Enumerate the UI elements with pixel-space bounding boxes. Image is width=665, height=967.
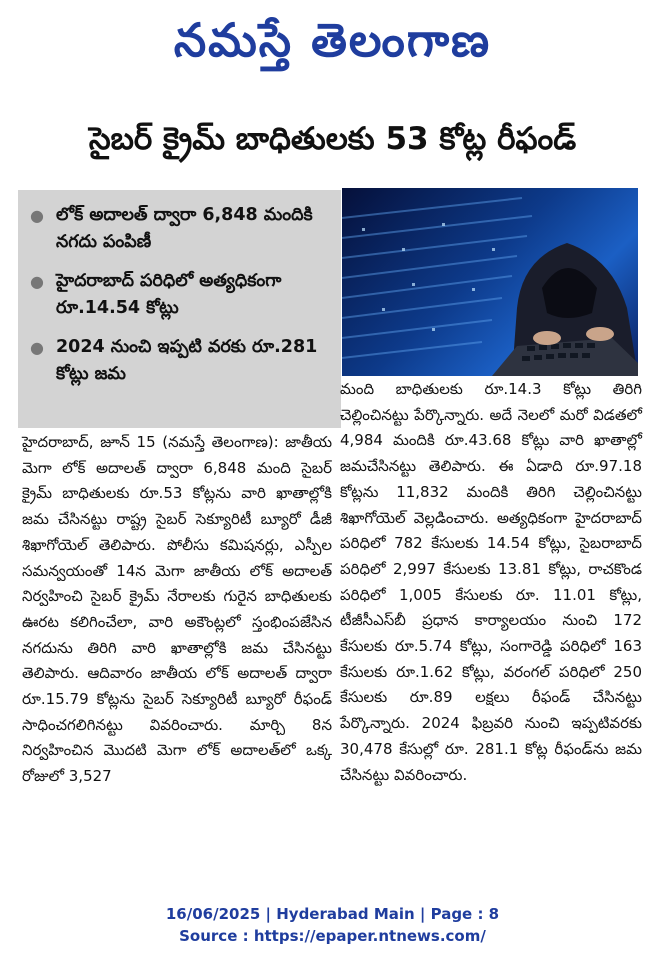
newspaper-masthead: నమస్తే తెలంగాణ: [173, 13, 492, 67]
article-headline: సైబర్ క్రైమ్ బాధితులకు 53 కోట్ల రీఫండ్: [88, 121, 577, 157]
hacker-photo: [342, 188, 638, 376]
article-body-right: మంది బాధితులకు రూ.14.3 కోట్లు తిరిగి చెల్లించినట్టు పేర్కొన్నారు. అదే నెలలో మరో విడతలో 4,984 మందికి రూ.43.68 కోట్లు వారి ఖాతాల్లో జమచేసినట్టు తెలిపారు. ఈ ఏడాది రూ.97.18 కోట్లను 11,832 మందికి తిరిగి చెల్లించినట్టు శిఖాగోయెల్ వెల్లడించారు. అత్యధికంగా హైదరాబాద్ పరిధిలో 782 కేసులకు 14.54 కోట్లు, సైబరాబాద్ పరిధిలో 2,997 కేసులకు 13.81 కోట్లు, రాచకొండ పరిధిలో 1,005 కేసులకు రూ. 11.01 కోట్లు, టీజీసీఎస్‌బీ ప్రధాన కార్యాలయం నుంచి 172 కేసులకు రూ.5.74 కోట్లు, సంగారెడ్డి పరిధిలో 163 కేసులకు రూ.1.62 కోట్లు, వరంగల్ పరిధిలో 250 కేసులకు రూ.89 లక్షలు రీఫండ్ చేసినట్టు పేర్కొన్నారు. 2024 ఫిబ్రవరి నుంచి ఇప్పటివరకు 30,478 కేసుల్లో రూ. 281.1 కోట్ల రీఫండ్‌ను జమ చేసినట్టు వివరించారు.: [340, 380, 642, 784]
footer-source: Source : https://epaper.ntnews.com/: [179, 927, 486, 945]
highlight-item: ● 2024 నుంచి ఇప్పటి వరకు రూ.281 కోట్లు జమ: [26, 334, 331, 388]
footer-date-edition: 16/06/2025 | Hyderabad Main | Page : 8: [165, 905, 500, 923]
page-footer: [0, 903, 665, 947]
highlight-item: ● లోక్ అదాలత్ ద్వారా 6,848 మందికి నగదు పంపిణీ: [26, 202, 331, 256]
article-body-left: హైదరాబాద్, జూన్ 15 (నమస్తే తెలంగాణ): జాతీయ మెగా లోక్ అదాలత్ ద్వారా 6,848 మంది సైబర్ క్రైమ్ బాధితులకు రూ.53 కోట్లను వారి ఖాతాల్లోకి జమ చేసినట్టు రాష్ట్ర సైబర్ సెక్యూరిటీ బ్యూరో డీజీ శిఖాగోయెల్ తెలిపారు. పోలీసు కమిషనర్లు, ఎస్పీల సమన్వయంతో 14న మెగా జాతీయ లోక్ అదాలత్ నిర్వహించి సైబర్ క్రైమ్ నేరాలకు గురైన బాధితులకు ఊరట కలిగించేలా, వారి అకౌంట్లలో స్తంభింపజేసిన నగదును తిరిగి వారి ఖాతాల్లోకి జమ చేసినట్టు తెలిపారు. ఆదివారం జాతీయ లోక్ అదాలత్ ద్వారా రూ.15.79 కోట్లను సైబర్ సెక్యూరిటీ బ్యూరో రీఫండ్ సాధించగలిగినట్టు వివరించారు. మార్చి 8న నిర్వహించిన మొదటి మెగా లోక్ అదాలత్‌లో ఒక్క రోజులో 3,527: [22, 433, 332, 786]
highlight-item: ● హైదరాబాద్ పరిధిలో అత్యధికంగా రూ.14.54 కోట్లు: [26, 268, 331, 322]
highlights-box: [18, 190, 341, 428]
